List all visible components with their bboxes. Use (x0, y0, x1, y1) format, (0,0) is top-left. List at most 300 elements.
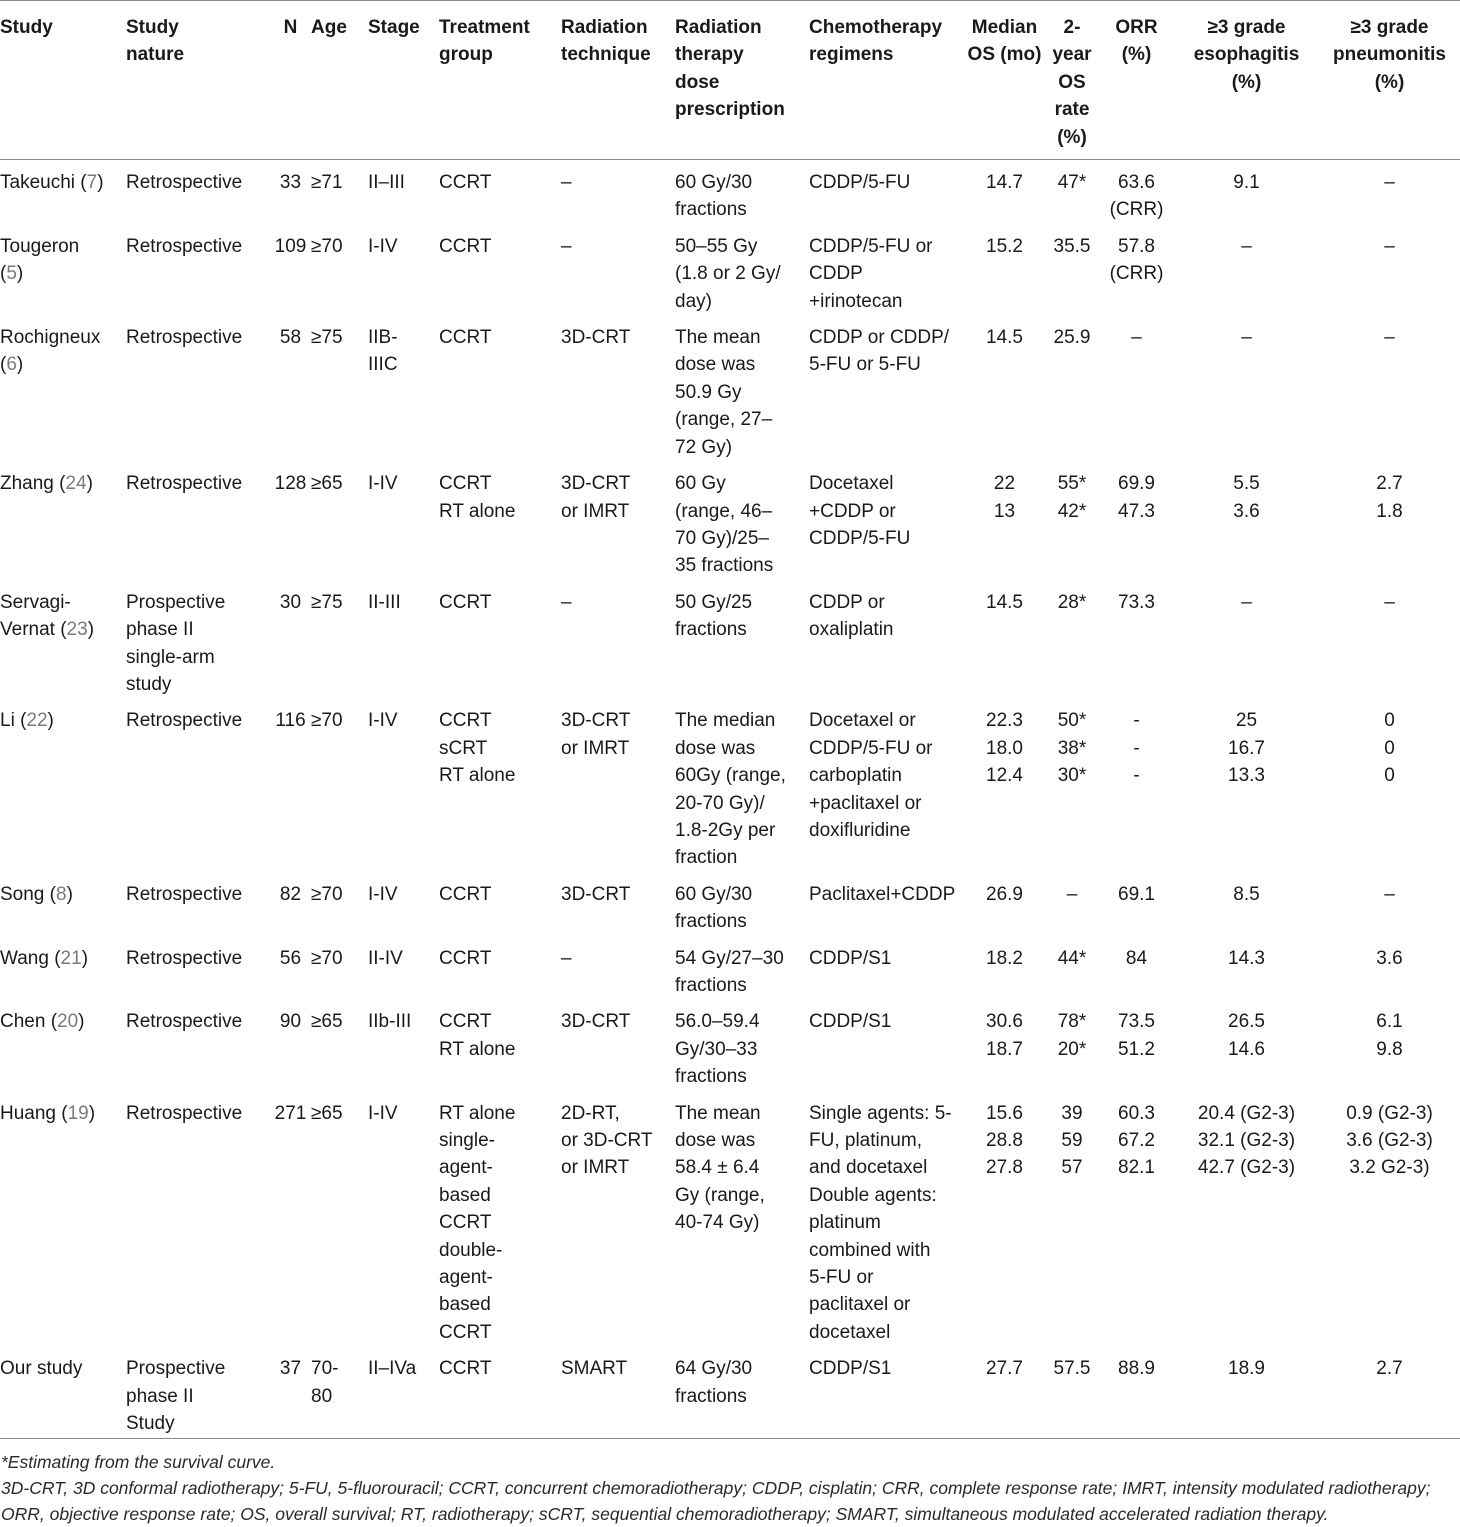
cell-line (964, 881, 1045, 908)
cell-line (1045, 1154, 1099, 1181)
header-line: esophagitis (1193, 44, 1300, 66)
cell-esophagitis (1174, 872, 1319, 936)
cell-text: SMART (561, 1358, 628, 1380)
cell-n (270, 999, 311, 1090)
cell-text: 109 (274, 235, 307, 257)
table-row (0, 936, 1460, 1000)
cell-text: ≥75 (311, 591, 343, 613)
cell-text: 9.8 (1376, 1038, 1403, 1060)
cell-orr (1099, 315, 1174, 461)
cell-line (809, 498, 964, 525)
cell-text: 50* (1057, 710, 1087, 732)
cell-study-nature (126, 461, 270, 580)
cell-text: Prospective (126, 1358, 226, 1380)
cell-line (1319, 169, 1460, 196)
cell-line (675, 616, 809, 643)
cell-text: 59 (1061, 1130, 1083, 1152)
cell-line (1174, 707, 1319, 734)
cell-text: 8.5 (1233, 883, 1260, 905)
reference-link[interactable]: 20 (57, 1011, 79, 1033)
cell-line (1099, 881, 1174, 908)
cell-text: 58 (279, 327, 302, 349)
cell-text: 42* (1057, 500, 1087, 522)
cell-line (0, 1355, 126, 1382)
cell-line (270, 169, 311, 196)
cell-text: FU, platinum, (809, 1130, 922, 1152)
cell-text: CDDP (809, 263, 863, 285)
cell-text: 128 (274, 473, 307, 495)
cell-text: 35.5 (1053, 235, 1091, 257)
cell-line: Vernat (23) (0, 619, 95, 641)
cell-line (439, 1008, 561, 1035)
header-line: Radiation (675, 17, 762, 38)
cell-text: 2D-RT, (561, 1102, 620, 1124)
cell-text: 18.0 (986, 737, 1023, 759)
header-dose-prescription (675, 1, 809, 160)
cell-line (368, 1008, 439, 1035)
cell-chemotherapy-regimens (809, 580, 964, 699)
reference-link[interactable]: 19 (67, 1102, 89, 1124)
cell-text: The mean (675, 1102, 761, 1124)
cell-text: 73.5 (1118, 1011, 1155, 1033)
header-line: regimens (809, 44, 894, 66)
cell-text: paclitaxel or (809, 1294, 911, 1316)
cell-text: CCRT (439, 1011, 492, 1033)
cell-line (1174, 470, 1319, 497)
cell-text: 14.6 (1228, 1038, 1265, 1060)
cell-esophagitis (1174, 461, 1319, 580)
cell-line (1319, 1154, 1460, 1181)
cell-line (1099, 1154, 1174, 1181)
cell-line (675, 288, 809, 315)
cell-line (1099, 1355, 1174, 1382)
cell-text: 56.0–59.4 (675, 1011, 760, 1033)
cell-line (675, 1127, 809, 1154)
cell-line (126, 671, 270, 698)
cell-stage (368, 1346, 439, 1438)
cell-text: ≥70 (311, 883, 343, 905)
cell-orr (1099, 999, 1174, 1090)
cell-line (1099, 260, 1174, 287)
cell-radiation-technique (561, 580, 675, 699)
cell-line (368, 1100, 439, 1127)
cell-text: CDDP/S1 (809, 1011, 892, 1033)
cell-line (270, 233, 311, 260)
cell-line (1099, 498, 1174, 525)
cell-line (1174, 945, 1319, 972)
header-line: rate (1054, 99, 1090, 121)
header-line: prescription (675, 99, 785, 121)
cell-line (126, 233, 270, 260)
cell-text: The mean (675, 327, 761, 349)
cell-text: 84 (1125, 947, 1148, 969)
cell-line (964, 498, 1045, 525)
cell-line (675, 972, 809, 999)
cell-radiation-technique (561, 315, 675, 461)
cell-line (439, 762, 561, 789)
cell-text: RT alone (439, 1038, 516, 1060)
cell-text: 70 Gy)/25– (675, 527, 769, 549)
cell-stage (368, 698, 439, 871)
cell-line (1099, 1100, 1174, 1127)
table-row (0, 698, 1460, 871)
cell-line (675, 707, 809, 734)
cell-line (561, 1127, 675, 1154)
cell-line (126, 589, 270, 616)
cell-line (0, 589, 126, 616)
cell-radiation-technique (561, 1091, 675, 1347)
cell-text: CDDP/S1 (809, 947, 892, 969)
reference-link[interactable]: 6 (6, 354, 17, 376)
header-line: Median (971, 17, 1038, 38)
cell-text: I-IV (368, 473, 398, 495)
cell-text: fractions (675, 199, 747, 221)
cell-line (1319, 324, 1460, 351)
cell-text: I-IV (368, 1102, 398, 1124)
cell-text: combined with (809, 1239, 931, 1261)
cell-median-os (964, 580, 1045, 699)
cell-line (675, 434, 809, 461)
cell-two-year-os-rate (1045, 461, 1099, 580)
cell-treatment-group (439, 872, 561, 936)
cell-line (311, 1383, 368, 1410)
cell-line (1099, 233, 1174, 260)
cell-line (561, 470, 675, 497)
cell-text: 82.1 (1118, 1157, 1155, 1179)
cell-text: – (1384, 327, 1395, 349)
cell-line (439, 1355, 561, 1382)
cell-text: 5.5 (1233, 473, 1260, 495)
cell-line (1045, 707, 1099, 734)
cell-treatment-group (439, 580, 561, 699)
cell-treatment-group (439, 224, 561, 315)
cell-pneumonitis (1319, 580, 1460, 699)
cell-line (126, 324, 270, 351)
cell-text: Servagi- (0, 591, 71, 613)
cell-text: 64 Gy/30 (675, 1358, 753, 1380)
cell-text: agent- (439, 1157, 493, 1179)
cell-text: 15.6 (986, 1102, 1023, 1124)
header-orr (1099, 1, 1174, 160)
header-two-year-os-rate (1045, 1, 1099, 160)
cell-line (561, 707, 675, 734)
cell-line (561, 735, 675, 762)
cell-line (1045, 1355, 1099, 1382)
cell-chemotherapy-regimens (809, 1091, 964, 1347)
cell-text: 0 (1384, 710, 1395, 732)
cell-text: 40-74 Gy) (675, 1212, 760, 1234)
cell-treatment-group (439, 315, 561, 461)
header-line: dose (675, 71, 720, 93)
cell-line: (5) (0, 263, 24, 285)
cell-line (126, 1100, 270, 1127)
cell-line (1099, 324, 1174, 351)
cell-line (1174, 1154, 1319, 1181)
cell-text: 20.4 (G2-3) (1197, 1102, 1296, 1124)
cell-text: - (1133, 737, 1140, 759)
cell-text: CCRT (439, 327, 492, 349)
cell-text: Retrospective (126, 172, 243, 194)
cell-text: 26.9 (986, 883, 1023, 905)
cell-median-os (964, 315, 1045, 461)
cell-line (964, 589, 1045, 616)
cell-line (126, 1355, 270, 1382)
cell-age (311, 315, 368, 461)
cell-line (809, 260, 964, 287)
cell-text: 30* (1057, 765, 1087, 787)
cell-line (439, 1036, 561, 1063)
cell-line (1174, 169, 1319, 196)
cell-text: 72 Gy) (675, 436, 733, 458)
cell-text: or 3D-CRT (561, 1130, 653, 1152)
cell-esophagitis (1174, 160, 1319, 224)
cell-line (675, 1383, 809, 1410)
cell-chemotherapy-regimens (809, 872, 964, 936)
cell-line (675, 351, 809, 378)
cell-line (439, 1182, 561, 1209)
cell-text: CCRT (439, 172, 492, 194)
cell-line (809, 616, 964, 643)
cell-line (1319, 762, 1460, 789)
cell-text: dose was (675, 1130, 756, 1152)
cell-line (809, 1319, 964, 1346)
cell-text: – (1384, 591, 1395, 613)
cell-line (439, 1209, 561, 1236)
cell-pneumonitis (1319, 224, 1460, 315)
cell-line: Takeuchi (7) (0, 172, 104, 194)
cell-pneumonitis (1319, 1346, 1460, 1438)
cell-study-nature (126, 1346, 270, 1438)
header-line: ≥3 grade (1350, 17, 1429, 38)
cell-text: Li (0, 710, 21, 732)
cell-text: - (1133, 765, 1140, 787)
cell-chemotherapy-regimens (809, 999, 964, 1090)
cell-study-nature (126, 872, 270, 936)
table-row (0, 224, 1460, 315)
cell-line (809, 817, 964, 844)
cell-line: Song (8) (0, 883, 73, 905)
cell-line (1174, 762, 1319, 789)
cell-line (311, 1008, 368, 1035)
header-treatment-group (439, 1, 561, 160)
cell-line (439, 589, 561, 616)
cell-line (675, 881, 809, 908)
cell-line (1099, 196, 1174, 223)
cell-n (270, 224, 311, 315)
cell-text: Song (0, 883, 50, 905)
cell-text: 25 (1235, 710, 1258, 732)
cell-median-os (964, 936, 1045, 1000)
cell-text: – (561, 591, 572, 613)
cell-text: CDDP or (809, 591, 885, 613)
cell-study (0, 1091, 126, 1347)
cell-line (675, 1008, 809, 1035)
cell-study (0, 872, 126, 936)
cell-dose-prescription (675, 461, 809, 580)
cell-text: I-IV (368, 710, 398, 732)
cell-orr (1099, 461, 1174, 580)
header-line: (%) (1121, 44, 1152, 66)
cell-text: docetaxel (809, 1321, 891, 1343)
header-line: 2- (1063, 17, 1081, 38)
cell-line (809, 1291, 964, 1318)
cell-line (675, 498, 809, 525)
cell-line (311, 881, 368, 908)
cell-line (311, 324, 368, 351)
cell-line (368, 351, 439, 378)
reference-link[interactable]: 7 (86, 172, 98, 194)
cell-text: ≥65 (311, 473, 343, 495)
cell-text: 1.8 (1376, 500, 1403, 522)
cell-text: CCRT (439, 883, 492, 905)
reference-link[interactable]: 8 (55, 883, 67, 905)
cell-study (0, 461, 126, 580)
cell-age (311, 1346, 368, 1438)
cell-treatment-group (439, 1091, 561, 1347)
cell-line (126, 707, 270, 734)
cell-text: 3.6 (1376, 947, 1403, 969)
cell-text: dose was (675, 354, 756, 376)
cell-text: 30 (279, 591, 302, 613)
cell-study (0, 999, 126, 1090)
cell-line (809, 945, 964, 972)
cell-text: 20-70 Gy)/ (675, 792, 765, 814)
cell-line (675, 470, 809, 497)
cell-line (439, 324, 561, 351)
cell-line (809, 762, 964, 789)
cell-text: ≥75 (311, 327, 343, 349)
cell-text: fractions (675, 619, 747, 641)
cell-text: 28.8 (986, 1130, 1023, 1152)
cell-text: CCRT (439, 591, 492, 613)
cell-text: CCRT (439, 947, 492, 969)
cell-text: (CRR) (1109, 263, 1164, 285)
cell-line (1099, 1036, 1174, 1063)
cell-line (1045, 498, 1099, 525)
cell-dose-prescription (675, 580, 809, 699)
cell-line (311, 707, 368, 734)
reference-link[interactable]: 24 (65, 473, 87, 495)
cell-line (1319, 470, 1460, 497)
cell-radiation-technique (561, 1346, 675, 1438)
cell-line (1319, 233, 1460, 260)
table-row (0, 999, 1460, 1090)
cell-line (675, 324, 809, 351)
cell-text: 3.6 (G2-3) (1346, 1130, 1433, 1152)
cell-line (270, 707, 311, 734)
cell-line: Li (22) (0, 710, 54, 732)
cell-dose-prescription (675, 872, 809, 936)
cell-text: 47.3 (1118, 500, 1155, 522)
table-footnotes (0, 1439, 1460, 1527)
cell-line (675, 945, 809, 972)
cell-text: Retrospective (126, 473, 243, 495)
header-line: technique (561, 44, 651, 66)
header-esophagitis (1174, 1, 1319, 160)
cell-text: 60Gy (range, (675, 765, 786, 787)
reference-link[interactable]: 21 (60, 947, 82, 969)
table-row (0, 461, 1460, 580)
cell-orr (1099, 936, 1174, 1000)
cell-line (964, 735, 1045, 762)
cell-line (1319, 1127, 1460, 1154)
cell-line (126, 881, 270, 908)
cell-study-nature (126, 580, 270, 699)
cell-line (368, 233, 439, 260)
cell-study-nature (126, 936, 270, 1000)
cell-text: 73.3 (1118, 591, 1155, 613)
cell-line (270, 589, 311, 616)
cell-text: – (1241, 591, 1252, 613)
cell-line (561, 169, 675, 196)
cell-text: 25.9 (1053, 327, 1091, 349)
cell-age (311, 698, 368, 871)
header-line: Age (311, 17, 347, 38)
cell-line (1174, 498, 1319, 525)
header-line: OS (1058, 71, 1086, 93)
cell-median-os (964, 160, 1045, 224)
cell-text: Wang (0, 947, 55, 969)
footnote-abbreviations-line-2: ORR, objective response rate; OS, overall survival; RT, radiotherapy; sCRT, sequential chemoradiotherapy; SMART, simultaneous modulated accelerated radiation therapy. (1, 1503, 1329, 1524)
cell-text: 5-FU or (809, 1267, 874, 1289)
cell-line (1045, 324, 1099, 351)
cell-line (561, 1100, 675, 1127)
reference-link[interactable]: 23 (66, 619, 88, 641)
header-radiation-technique (561, 1, 675, 160)
cell-line (964, 1100, 1045, 1127)
cell-line (1174, 324, 1319, 351)
cell-text: 3.2 G2-3) (1349, 1157, 1430, 1179)
cell-text: Retrospective (126, 1102, 243, 1124)
cell-text: 47* (1057, 172, 1087, 194)
reference-link[interactable]: 22 (26, 710, 48, 732)
cell-line (809, 1264, 964, 1291)
cell-orr (1099, 872, 1174, 936)
cell-line (439, 1154, 561, 1181)
cell-text: 15.2 (986, 235, 1023, 257)
cell-line (126, 169, 270, 196)
cell-text: 30.6 (986, 1011, 1023, 1033)
cell-text: 13 (993, 500, 1016, 522)
cell-text: The median (675, 710, 776, 732)
cell-text: 16.7 (1228, 737, 1265, 759)
cell-line (1099, 169, 1174, 196)
cell-text: CCRT (439, 1212, 492, 1234)
cell-line (368, 169, 439, 196)
header-n (270, 1, 311, 160)
cell-text: based (439, 1184, 491, 1206)
cell-esophagitis (1174, 224, 1319, 315)
cell-text: doxifluridine (809, 819, 911, 841)
reference-link[interactable]: 5 (6, 263, 17, 285)
cell-text: +CDDP or (809, 500, 896, 522)
cell-n (270, 698, 311, 871)
cell-esophagitis (1174, 1091, 1319, 1347)
cell-study (0, 160, 126, 224)
header-line: ≥3 grade (1207, 17, 1286, 38)
cell-line (1174, 1355, 1319, 1382)
cell-study (0, 698, 126, 871)
cell-text: 18.2 (986, 947, 1023, 969)
cell-radiation-technique (561, 698, 675, 871)
cell-text: Retrospective (126, 710, 243, 732)
cell-text: 35 fractions (675, 555, 774, 577)
cell-text: Docetaxel (809, 473, 894, 495)
cell-line: (6) (0, 354, 24, 376)
cell-text: fraction (675, 847, 738, 869)
table-header (0, 1, 1460, 160)
cell-text: Study (126, 1413, 175, 1435)
